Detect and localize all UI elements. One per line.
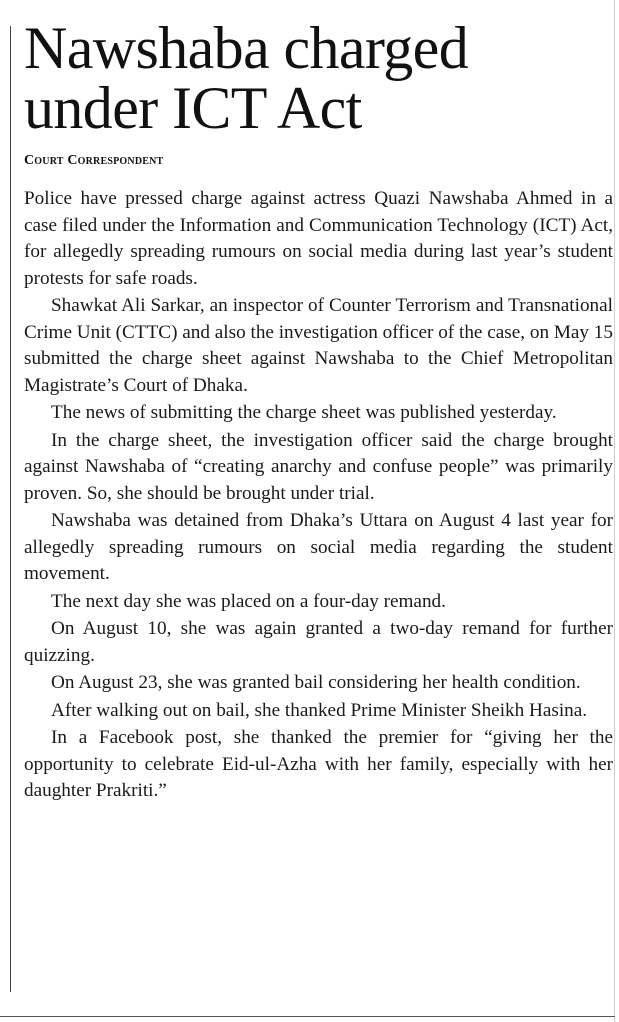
headline: Nawshaba charged under ICT Act bbox=[24, 15, 469, 141]
paragraph-4: In the charge sheet, the investigation officer said the charge brought against Nawshaba of “creating anarchy and confuse people” was primarily proven. So, she should be brought under trial. bbox=[24, 429, 613, 504]
paragraph-2: Shawkat Ali Sarkar, an inspector of Counter Terrorism and Transnational Crime Unit (CTTC) and also the investigation officer of the case, on May 15 submitted the charge sheet against Nawshaba to the Chief Metropolitan Magistrate’s Court of Dhaka. bbox=[24, 295, 613, 396]
page-edge-right bbox=[614, 0, 615, 1022]
paragraph-7: On August 10, she was again granted a two-day remand for further quizzing. bbox=[24, 618, 613, 666]
byline: Court Correspondent bbox=[24, 153, 164, 168]
news-article bbox=[24, 15, 613, 806]
article-body bbox=[24, 186, 613, 805]
paragraph-6: The next day she was placed on a four-day remand. bbox=[51, 590, 446, 612]
column-rule-bottom bbox=[0, 1016, 615, 1017]
paragraph-3: The news of submitting the charge sheet was published yesterday. bbox=[51, 402, 557, 423]
column-rule-left bbox=[10, 26, 11, 992]
paragraph-8: On August 23, she was granted bail considering her health condition. bbox=[51, 672, 581, 693]
paragraph-10: In a Facebook post, she thanked the premier for “giving her the opportunity to celebrate Eid-ul-Azha with her family, especially with her daughter Prakriti.” bbox=[24, 727, 613, 801]
paragraph-1: Police have pressed charge against actress Quazi Nawshaba Ahmed in a case filed under the Information and Communication Technology (ICT) Act, for allegedly spreading rumours on social media during last year’s student protests for safe roads. bbox=[24, 188, 613, 289]
paragraph-9: After walking out on bail, she thanked Prime Minister Sheikh Hasina. bbox=[51, 699, 588, 721]
paragraph-5: Nawshaba was detained from Dhaka’s Uttara on August 4 last year for allegedly spreading rumours on social media regarding the student movement. bbox=[24, 510, 613, 584]
